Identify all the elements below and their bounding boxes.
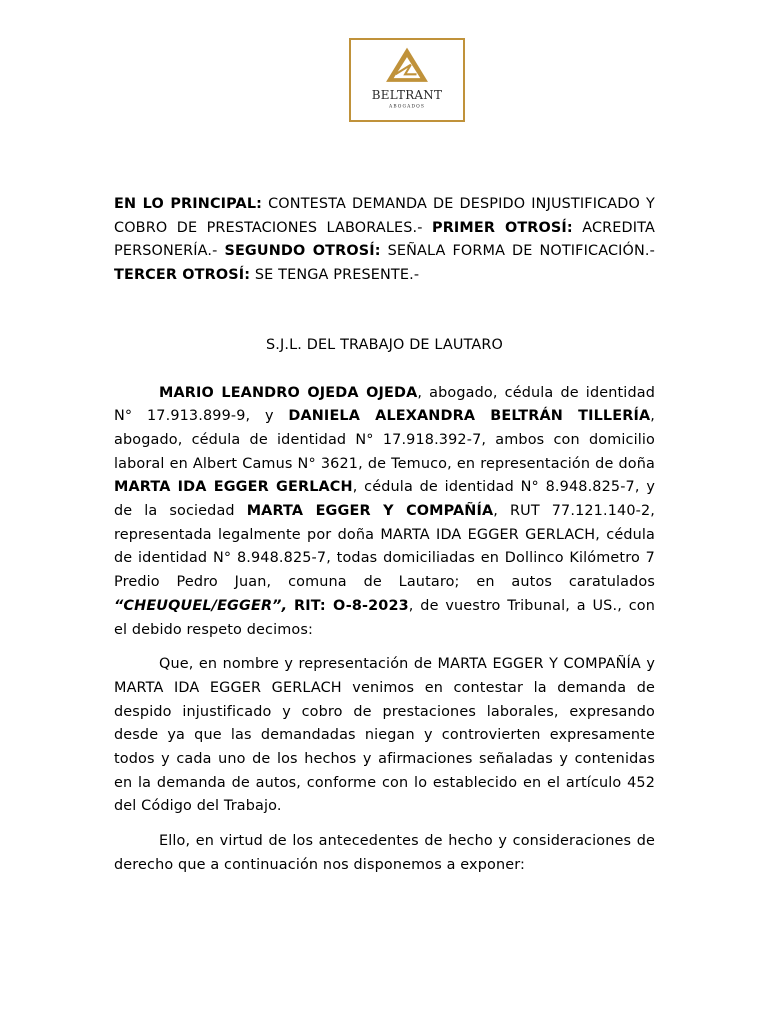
primer-otrosi-text: ACREDITA PERSONERÍA.-: [114, 219, 655, 260]
segundo-otrosi-text: SEÑALA FORMA DE NOTIFICACIÓN.-: [380, 243, 655, 260]
document-heading: [114, 193, 655, 288]
case-name: “CHEUQUEL/EGGER”,: [114, 597, 288, 614]
court-title-text: S.J.L. DEL TRABAJO DE LAUTARO: [265, 336, 504, 353]
client-name-2: MARTA EGGER Y COMPAÑÍA: [246, 503, 494, 520]
svg-text:BELTRANT: BELTRANT: [371, 88, 443, 103]
paragraph-introduction: [114, 382, 655, 643]
intro-text-3: , cédula de identidad N° 8.948.825-7, y de la sociedad: [114, 479, 655, 520]
primer-otrosi-label: PRIMER OTROSÍ:: [432, 219, 573, 236]
paragraph-closing: Ello, en virtud de los antecedentes de hecho y consideraciones de derecho que a continuación nos disponemos a exponer:: [114, 833, 655, 873]
en-lo-principal-label: EN LO PRINCIPAL:: [114, 196, 263, 212]
intro-text-5: [287, 598, 294, 614]
beltrant-logo-icon: [351, 40, 463, 120]
intro-text-1: , abogado, cédula de identidad N° 17.913.899-9, y: [114, 384, 655, 425]
en-lo-principal-text: CONTESTA DEMANDA DE DESPIDO INJUSTIFICADO Y COBRO DE PRESTACIONES LABORALES.-: [114, 196, 655, 236]
intro-text-4: , RUT 77.121.140-2, representada legalmente por doña MARTA IDA EGGER GERLACH, cédula de identidad N° 8.948.825-7, todas domiciliadas en Dollinco Kilómetro 7 Predio Pedro Juan, comuna de Lautaro; en autos caratulados: [114, 503, 656, 591]
lawyer-name-2: DANIELA ALEXANDRA BELTRÁN TILLERÍA: [288, 408, 651, 425]
client-name-1: MARTA IDA EGGER GERLACH: [114, 479, 353, 496]
court-title: [114, 334, 655, 358]
tercer-otrosi-text: SE TENGA PRESENTE.-: [250, 267, 420, 284]
firm-logo: [349, 38, 465, 122]
lawyer-name-1: MARIO LEANDRO OJEDA OJEDA: [159, 384, 418, 401]
intro-text-6: , de vuestro Tribunal, a US., con el debido respeto decimos:: [114, 597, 655, 638]
paragraph-answer: Que, en nombre y representación de MARTA EGGER Y COMPAÑÍA y MARTA IDA EGGER GERLACH venimos en contestar la demanda de despido injustificado y cobro de prestaciones laborales, expresando desde ya que las demandadas niegan y controvierten expresamente todos y cada uno de los hechos y afirmaciones señaladas y contenidas en la demanda de autos, conforme con lo establecido en el artículo 452 del Código del Trabajo.: [114, 656, 655, 815]
legal-document: [114, 193, 655, 889]
svg-text:ABOGADOS: ABOGADOS: [389, 104, 425, 110]
case-rit: RIT: O-8-2023: [294, 597, 409, 614]
segundo-otrosi-label: SEGUNDO OTROSÍ:: [224, 243, 381, 260]
tercer-otrosi-label: TERCER OTROSÍ:: [114, 267, 251, 284]
intro-text-2: , abogado, cédula de identidad N° 17.918.392-7, ambos con domicilio laboral en Albert Camus N° 3621, de Temuco, en representación de doña: [114, 408, 655, 472]
